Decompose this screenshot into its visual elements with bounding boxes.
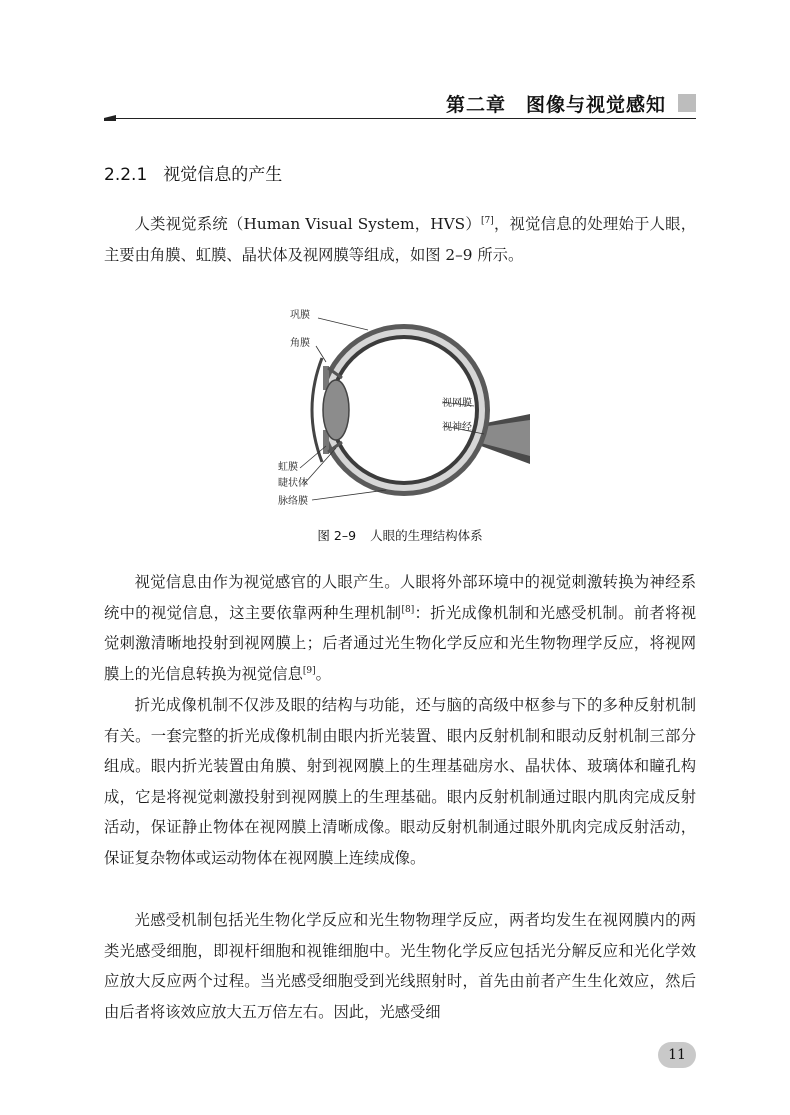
sclera-leader <box>318 318 368 330</box>
paragraph-3: 折光成像机制不仅涉及眼的结构与功能，还与脑的高级中枢参与下的多种反射机制有关。一套完整的折光成像机制由眼内折光装置、眼内反射机制和眼动反射机制三部分组成。眼内折光装置由角膜、射到视网膜上的生理基础房水、晶状体、玻璃体和瞳孔构成，它是将视觉刺激投射到视网膜上的生理基础。眼内反射机制通过眼内肌肉完成反射活动，保证静止物体在视网膜上清晰成像。眼动反射机制通过眼外肌肉完成反射活动，保证复杂物体或运动物体在视网膜上连续成像。 <box>104 696 696 867</box>
page-number: 11 <box>658 1042 696 1068</box>
running-header <box>104 88 696 122</box>
chapter-title: 第二章 图像与视觉感知 <box>445 94 666 116</box>
label-optic-nerve: 视神经 <box>442 422 472 433</box>
paragraph-2-text-c: 。 <box>315 664 331 683</box>
header-square-mark <box>678 94 696 112</box>
paragraph-2-text-a: 视觉信息由作为视觉感官的人眼产生。人眼将外部环境中的视觉刺激转换为神经系统中的视觉信息，这主要依靠两种生理机制 <box>104 573 696 622</box>
eye-diagram-svg <box>276 296 530 518</box>
label-retina: 视网膜 <box>442 398 472 409</box>
label-iris: 虹膜 <box>278 462 298 473</box>
label-ciliary: 睫状体 <box>278 478 308 489</box>
eye-diagram <box>276 296 530 518</box>
caption-number: 图 2–9 <box>317 528 357 543</box>
choroid-leader <box>312 490 386 500</box>
citation-7: [7] <box>480 216 494 226</box>
paragraph-2-text-b: ：折光成像机制和光感受机制。前者将视觉刺激清晰地投射到视网膜上；后者通过光生物化学反应和光生物物理学反应，将视网膜上的光信息转换为视觉信息 <box>104 603 696 683</box>
citation-9: [9] <box>302 665 316 676</box>
section-number: 2.2.1 <box>104 165 148 185</box>
paragraph-2 <box>104 567 696 689</box>
label-cornea: 角膜 <box>290 338 310 349</box>
label-sclera: 巩膜 <box>290 310 310 321</box>
label-choroid: 脉络膜 <box>278 496 308 507</box>
paragraph-1-text-b: ，视觉信息的处理始于人眼，主要由角膜、虹膜、晶状体及视网膜等组成，如图 2–9 所示。 <box>104 215 696 264</box>
paragraph-1 <box>104 209 696 270</box>
citation-8: [8] <box>401 604 415 615</box>
vitreous-body <box>333 339 475 481</box>
caption-text: 人眼的生理结构体系 <box>370 528 483 543</box>
lens-shape <box>323 380 349 440</box>
section-title: 视觉信息的产生 <box>163 165 283 185</box>
header-rule <box>104 118 696 119</box>
figure-caption <box>104 526 696 544</box>
section-heading <box>104 160 282 185</box>
paragraph-1-text-a: 人类视觉系统（Human Visual System，HVS） <box>134 215 481 233</box>
paragraph-4: 光感受机制包括光生物化学反应和光生物物理学反应，两者均发生在视网膜内的两类光感受细胞，即视杆细胞和视锥细胞中。光生物化学反应包括光分解反应和光化学效应放大反应两个过程。当光感受细胞受到光线照射时，首先由前者产生生化效应，然后由后者将该效应放大五万倍左右。因此，光感受细 <box>104 911 696 1021</box>
